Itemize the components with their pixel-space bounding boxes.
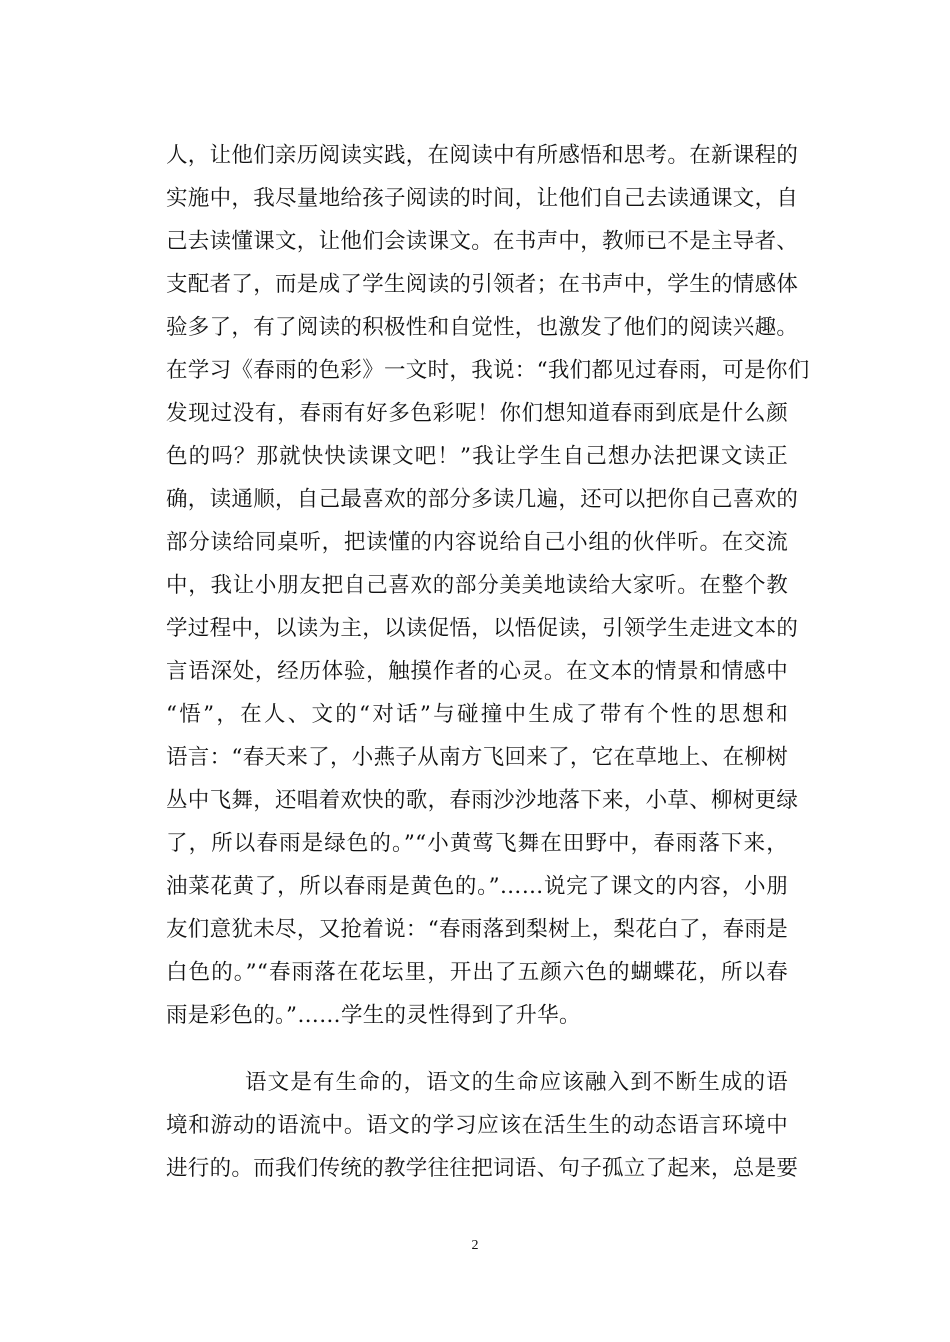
text-line: 语言：“春天来了，小燕子从南方飞回来了，它在草地上、在柳树 bbox=[166, 745, 788, 770]
page-number: 2 bbox=[471, 1238, 479, 1253]
text-line: 言语深处，经历体验，触摸作者的心灵。在文本的情景和情感中 bbox=[166, 659, 788, 684]
text-line: 支配者了，而是成了学生阅读的引领者；在书声中，学生的情感体 bbox=[166, 272, 799, 297]
text-line: 中，我让小朋友把自己喜欢的部分美美地读给大家听。在整个教 bbox=[166, 573, 788, 598]
text-line: 验多了，有了阅读的积极性和自觉性，也激发了他们的阅读兴趣。 bbox=[166, 315, 799, 340]
text-line: 确，读通顺，自己最喜欢的部分多读几遍，还可以把你自己喜欢的 bbox=[166, 487, 799, 512]
text-line: 发现过没有，春雨有好多色彩呢！你们想知道春雨到底是什么颜 bbox=[166, 401, 788, 426]
text-line: 雨是彩色的。”……学生的灵性得到了升华。 bbox=[166, 1003, 581, 1028]
text-line: 己去读懂课文，让他们会读课文。在书声中，教师已不是主导者、 bbox=[166, 229, 799, 254]
text-line: 友们意犹未尽，又抢着说：“春雨落到梨树上，梨花白了，春雨是 bbox=[166, 917, 788, 942]
text-line: 进行的。而我们传统的教学往往把词语、句子孤立了起来，总是要 bbox=[166, 1156, 799, 1181]
text-line: 油菜花黄了，所以春雨是黄色的。”……说完了课文的内容，小朋 bbox=[166, 874, 788, 899]
text-line: 部分读给同桌听，把读懂的内容说给自己小组的伙伴听。在交流 bbox=[166, 530, 788, 555]
text-line: 了，所以春雨是绿色的。”“小黄莺飞舞在田野中，春雨落下来， bbox=[166, 831, 788, 856]
text-line: 丛中飞舞，还唱着欢快的歌，春雨沙沙地落下来，小草、柳树更绿 bbox=[166, 788, 799, 813]
text-line: 学过程中，以读为主，以读促悟，以悟促读，引领学生走进文本的 bbox=[166, 616, 799, 641]
text-line: 白色的。”“春雨落在花坛里，开出了五颜六色的蝴蝶花，所以春 bbox=[166, 960, 788, 985]
text-line: “悟”，在人、文的“对话”与碰撞中生成了带有个性的思想和 bbox=[166, 702, 788, 727]
text-line: 境和游动的语流中。语文的学习应该在活生生的动态语言环境中 bbox=[166, 1113, 788, 1138]
text-line: 语文是有生命的，语文的生命应该融入到不断生成的语 bbox=[245, 1070, 788, 1095]
text-line: 在学习《春雨的色彩》一文时，我说：“我们都见过春雨，可是你们 bbox=[166, 358, 810, 383]
text-line: 人，让他们亲历阅读实践，在阅读中有所感悟和思考。在新课程的 bbox=[166, 143, 799, 168]
text-line: 色的吗？那就快快读课文吧！”我让学生自己想办法把课文读正 bbox=[166, 444, 788, 469]
text-line: 实施中，我尽量地给孩子阅读的时间，让他们自己去读通课文，自 bbox=[166, 186, 799, 211]
